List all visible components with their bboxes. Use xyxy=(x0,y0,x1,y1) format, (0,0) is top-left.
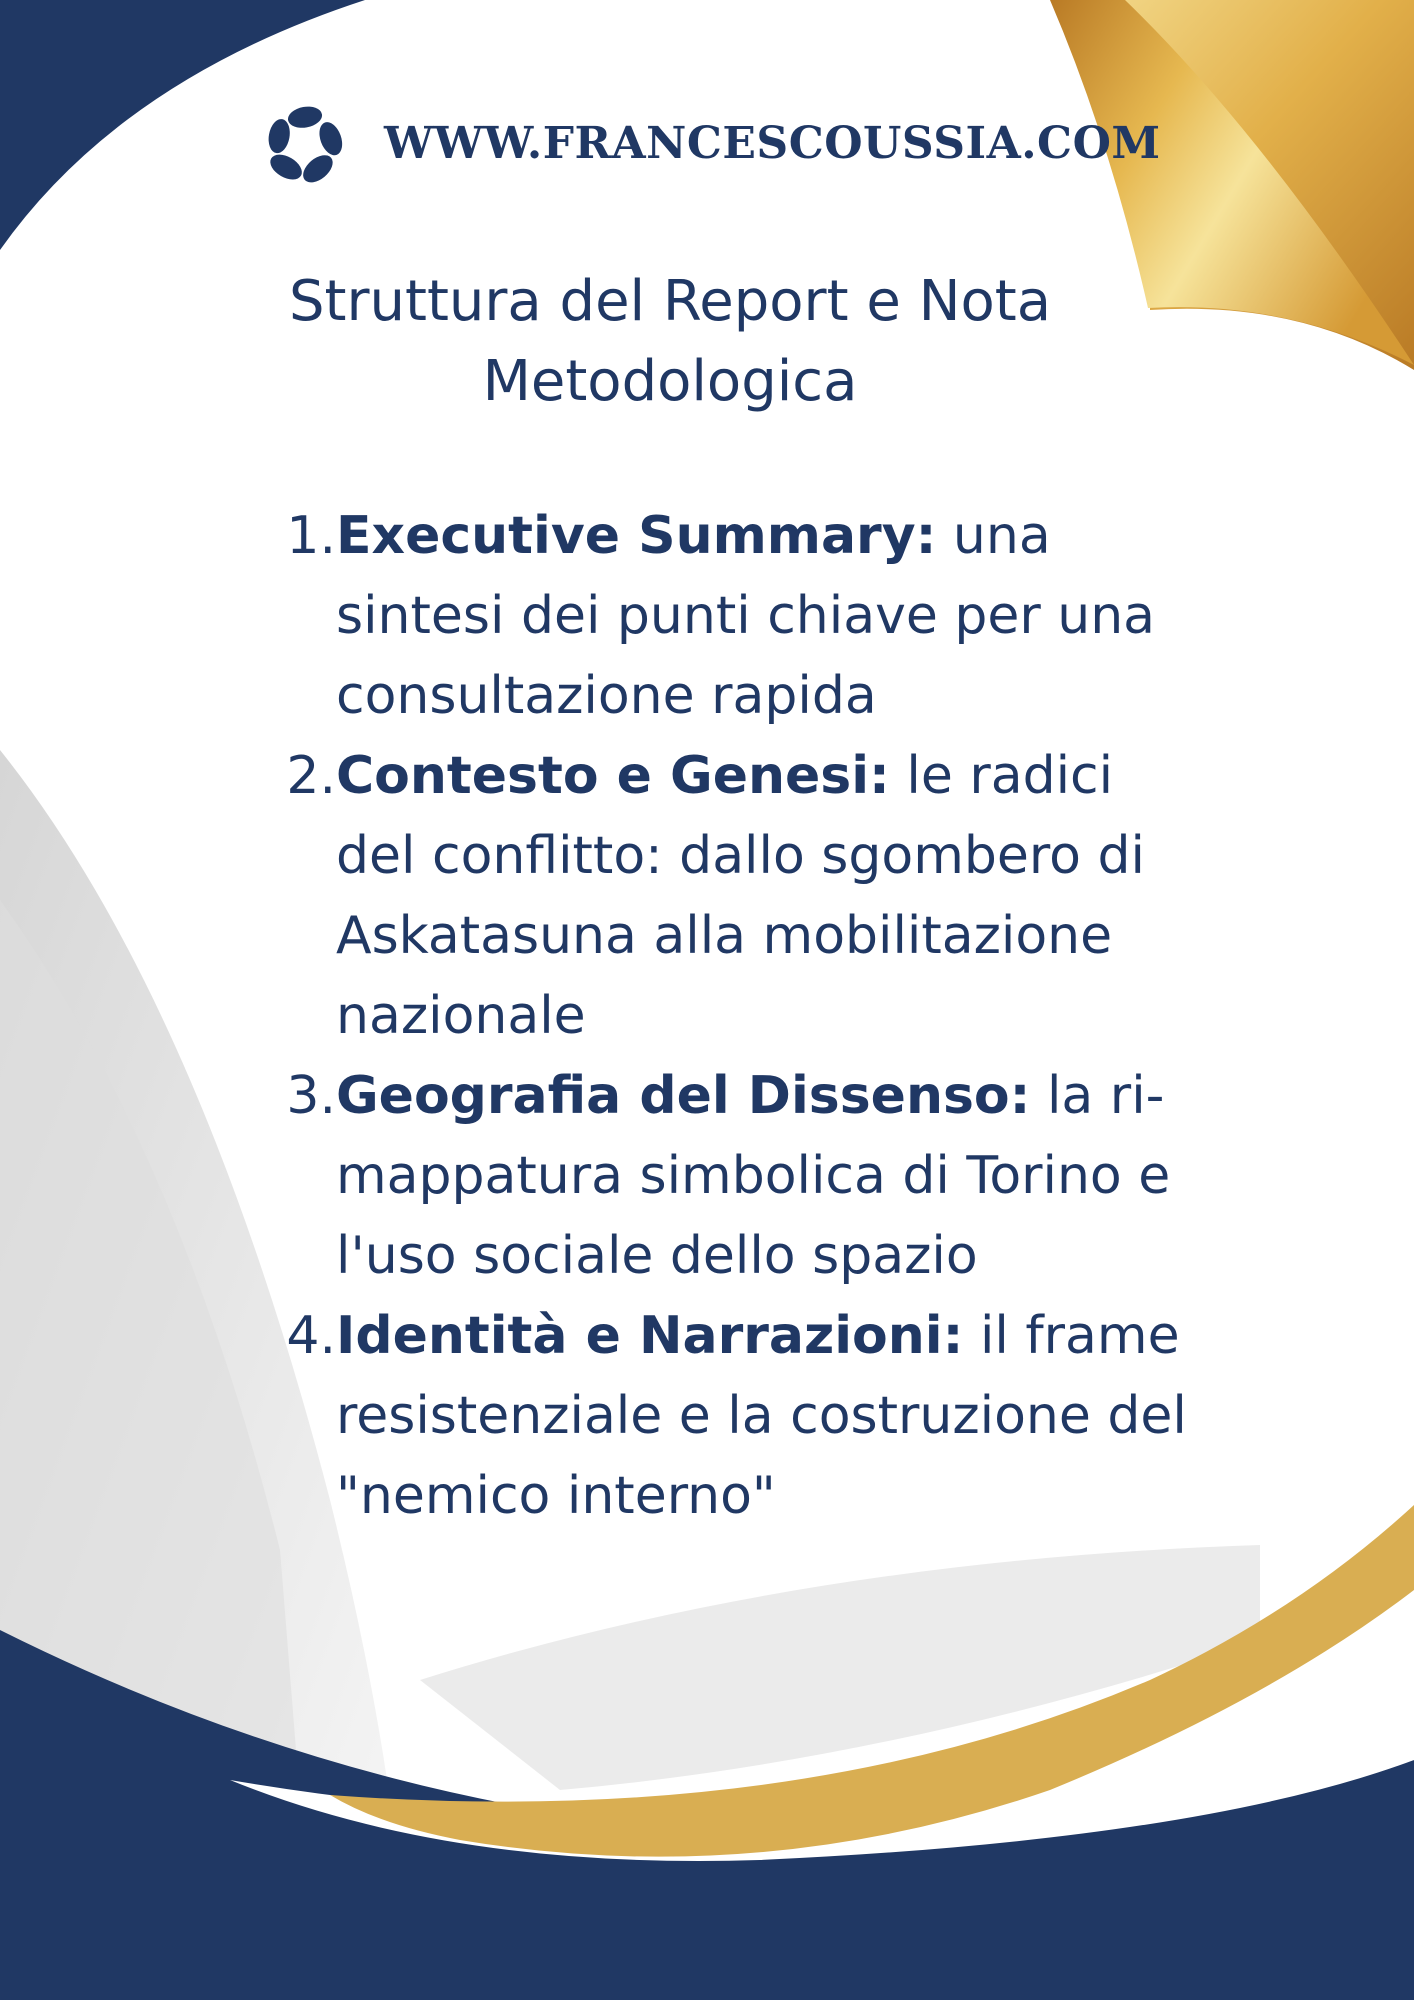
list-item xyxy=(280,1296,1200,1536)
item-description: una sintesi dei punti chiave per una consultazione rapida xyxy=(336,506,1156,726)
item-description: le radici del conflitto: dallo sgombero di Askatasuna alla mobilitazione nazionale xyxy=(336,746,1145,1046)
item-label: Geografia del Dissenso: xyxy=(336,1066,1031,1126)
website-url: WWW.FRANCESCOUSSIA.COM xyxy=(384,117,1161,169)
page-title: Struttura del Report e Nota Metodologica xyxy=(288,269,1052,414)
report-structure-list xyxy=(280,496,1200,1536)
item-label: Contesto e Genesi: xyxy=(336,746,890,806)
list-item xyxy=(280,496,1200,736)
item-number: 3. xyxy=(286,1066,336,1126)
item-number: 1. xyxy=(286,506,336,566)
item-label: Identità e Narrazioni: xyxy=(336,1306,964,1366)
logo-icon xyxy=(262,100,348,186)
header xyxy=(262,98,1161,188)
item-number: 4. xyxy=(286,1306,336,1366)
list-item xyxy=(280,1056,1200,1296)
item-label: Executive Summary: xyxy=(336,506,937,566)
item-description: il frame resistenziale e la costruzione del "nemico interno" xyxy=(336,1306,1187,1526)
item-number: 2. xyxy=(286,746,336,806)
item-description: la ri-mappatura simbolica di Torino e l'uso sociale dello spazio xyxy=(336,1066,1171,1286)
list-item xyxy=(280,736,1200,1056)
